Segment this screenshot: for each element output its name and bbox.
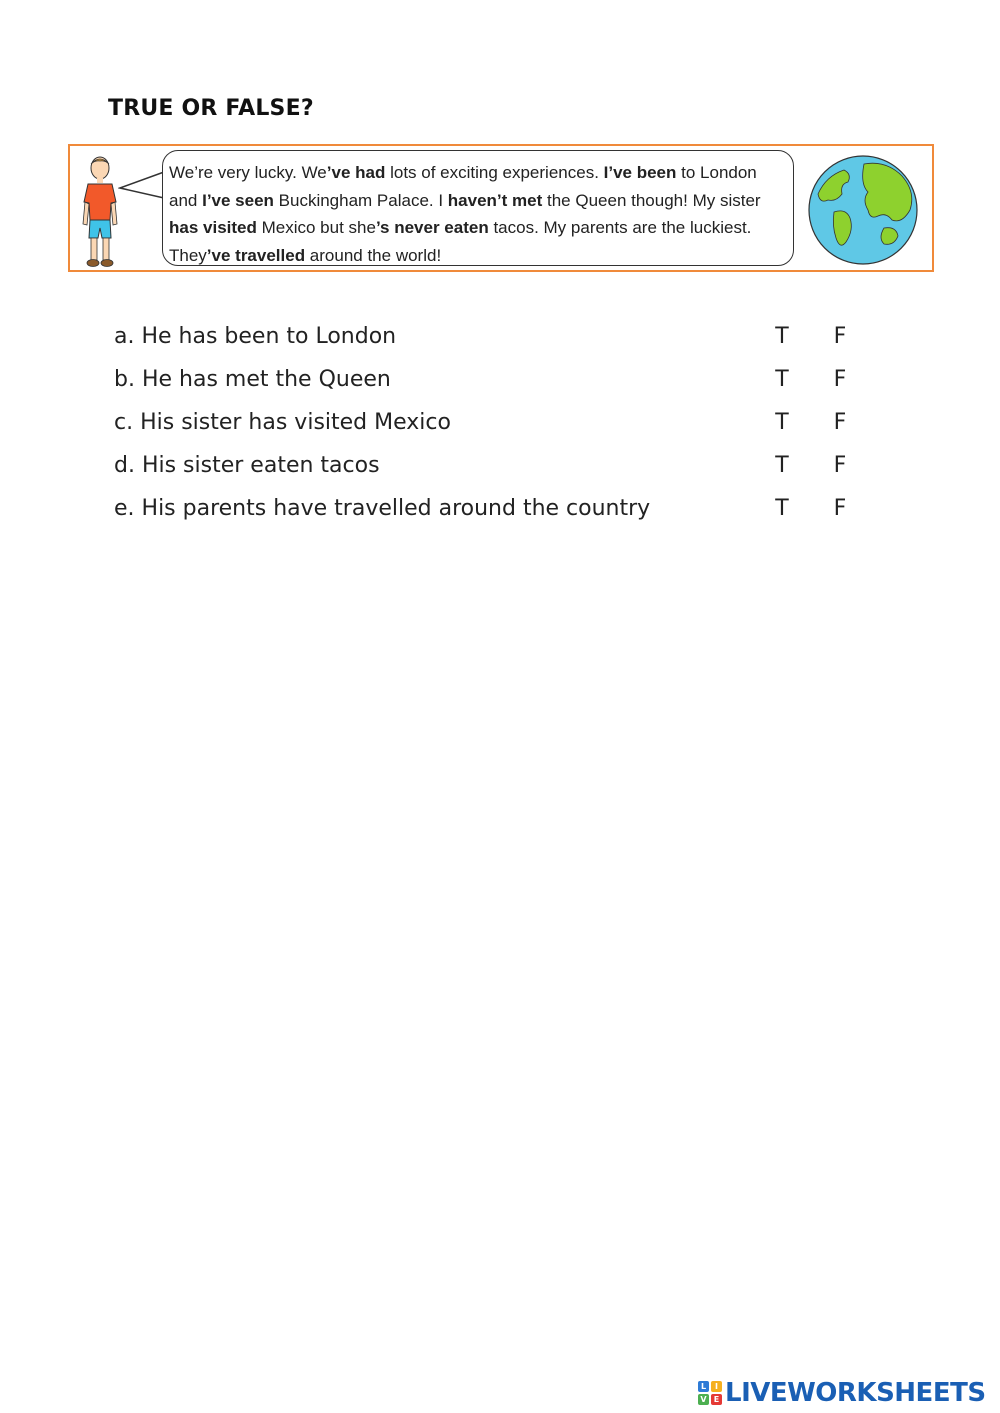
question-row [114, 318, 874, 361]
false-option[interactable]: F [833, 410, 847, 435]
bold-verb-phrase: haven’t met [447, 190, 543, 210]
bold-verb-phrase: ’ve travelled [206, 245, 306, 265]
question-text: b. He has met the Queen [114, 367, 391, 392]
bold-verb-phrase: I’ve been [603, 163, 677, 182]
reading-text: We’re very lucky. We [169, 163, 327, 182]
question-text: e. His parents have travelled around the country [114, 496, 651, 521]
question-row [114, 404, 874, 447]
true-option[interactable]: T [775, 410, 789, 435]
reading-text: the Queen though! My sister [542, 190, 761, 210]
false-option[interactable]: F [833, 453, 847, 478]
boy-illustration [78, 154, 122, 270]
reading-text: Buckingham Palace. I [273, 190, 448, 210]
question-row [114, 361, 874, 404]
question-text: c. His sister has visited Mexico [114, 410, 451, 435]
reading-text: lots of exciting experiences. [385, 163, 604, 182]
reading-text: around the world! [305, 245, 442, 265]
logo-tile: E [711, 1394, 722, 1405]
bold-verb-phrase: has visited [169, 218, 257, 237]
question-text: a. He has been to London [114, 324, 397, 349]
logo-tile: V [698, 1394, 709, 1405]
brand-name: LIVEWORKSHEETS [725, 1378, 986, 1408]
bold-verb-phrase: ’ve had [326, 163, 386, 182]
true-option[interactable]: T [775, 324, 789, 349]
logo-tiles-icon [698, 1381, 722, 1405]
reading-text: Mexico but she [256, 218, 376, 237]
bold-verb-phrase: ’s never eaten [375, 218, 489, 237]
reading-text: to London and [169, 163, 757, 210]
true-option[interactable]: T [775, 453, 789, 478]
false-option[interactable]: F [833, 496, 847, 521]
worksheet-title: TRUE OR FALSE? [108, 96, 314, 121]
false-option[interactable]: F [833, 367, 847, 392]
false-option[interactable]: F [833, 324, 847, 349]
liveworksheets-logo [698, 1378, 986, 1408]
question-row [114, 447, 874, 490]
logo-tile: I [711, 1381, 722, 1392]
bold-verb-phrase: I’ve seen [202, 190, 274, 210]
speech-bubble-tail [118, 168, 166, 208]
question-row [114, 490, 874, 533]
reading-box [68, 144, 934, 272]
true-option[interactable]: T [775, 496, 789, 521]
true-option[interactable]: T [775, 367, 789, 392]
reading-text: tacos. My parents are the luckiest. They [169, 218, 752, 265]
speech-bubble-text [162, 150, 794, 266]
true-false-questions [114, 318, 874, 533]
globe-icon [806, 154, 920, 266]
logo-tile: L [698, 1381, 709, 1392]
question-text: d. His sister eaten tacos [114, 453, 380, 478]
